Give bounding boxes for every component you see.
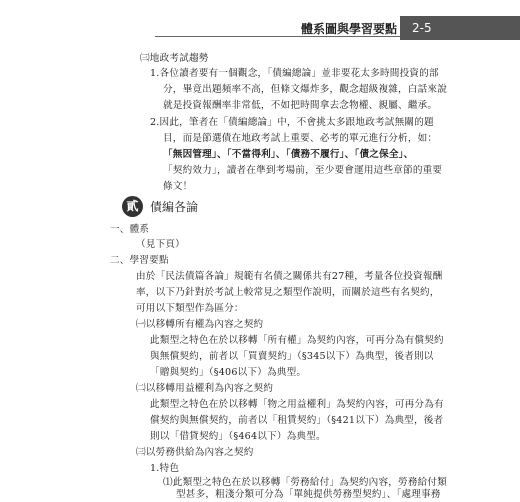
body-line: （見下頁） — [136, 239, 185, 250]
outline-heading: 二、學習要點 — [110, 255, 169, 266]
page-number-tab: 2-5 — [400, 16, 520, 40]
subheading: ㈢以勞務供給為內容之契約 — [136, 447, 254, 458]
running-header-title: 體系圖與學習要點 — [300, 22, 397, 36]
body-line-emphasis: 「無因管理」、「不當得利」、「債務不履行」、「債之保全」、 — [163, 149, 414, 160]
body-line: 可用以下類型作為區分： — [136, 303, 244, 314]
section-badge: 貳 — [122, 196, 143, 217]
body-line: 「契約效力」，讀者在準到考場前，至少要會運用這些章節的重要 — [163, 165, 443, 176]
body-line: 目，而是節選債在地政考試上重要、必考的單元進行分析，如： — [163, 133, 438, 144]
body-line: 型甚多，粗淺分類可分為「單純提供勞務型契約」、「處理事務 — [176, 489, 441, 500]
outline-heading: 一、體系 — [110, 224, 150, 235]
subheading: ㈠以移轉所有權為內容之契約 — [136, 319, 264, 330]
trend-heading: ㈢地政考試趨勢 — [140, 53, 209, 64]
body-line: 分，畢竟出題頻率不高，但條文爆炸多，觀念超級複雜，白話來說 — [163, 84, 448, 95]
body-line: 條文！ — [163, 181, 193, 192]
body-line: 率，以下乃針對於考試上較常見之類型作說明，而關於這些有名契約， — [136, 287, 440, 298]
body-line: 2.因此，筆者在「債編總論」中，不會挑太多跟地政考試無關的題 — [150, 117, 434, 128]
body-line: 則以「借貸契約」（§464以下）為典型。 — [150, 431, 326, 442]
body-line: 就是投資報酬率非常低，不如把時間拿去念物權、親屬、繼承。 — [163, 100, 438, 111]
section-title: 債編各論 — [150, 200, 199, 214]
body-line: 此類型之特色在於以移轉「所有權」為契約內容，可再分為有償契約 — [150, 335, 444, 346]
body-line: 1.特色 — [150, 463, 180, 474]
body-line: 與無償契約，前者以「買賣契約」（§345以下）為典型，後者則以 — [150, 351, 434, 362]
body-line: ⑴此類型之特色在於以移轉「勞務給付」為契約內容，勞務給付類 — [163, 477, 448, 488]
body-line: 「贈與契約」（§406以下）為典型。 — [150, 367, 307, 378]
body-line: 償契約與無償契約，前者以「租賃契約」（§421以下）為典型，後者 — [150, 415, 444, 426]
body-line: 由於「民法債篇各論」規範有名債之關係共有27種，考量各位投資報酬 — [136, 271, 443, 282]
subheading: ㈡以移轉用益權利為內容之契約 — [136, 383, 274, 394]
body-line: 1.各位讀者要有一個觀念，「債編總論」並非要花太多時間投資的部 — [150, 68, 439, 79]
body-line: 此類型之特色在於以移轉「物之用益權利」為契約內容，可再分為有 — [150, 399, 444, 410]
